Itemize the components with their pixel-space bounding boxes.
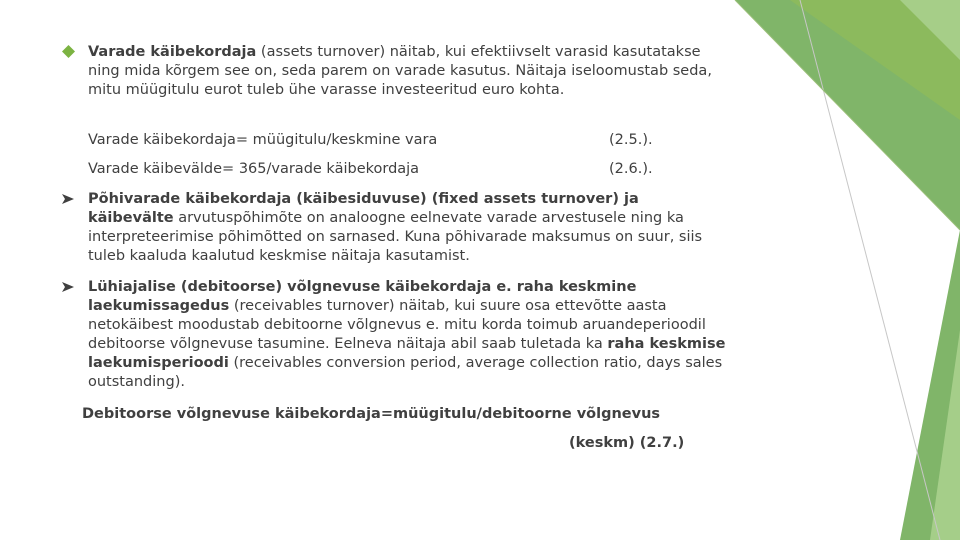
receivables-text-2: (receivables conversion period, average collection ratio, days sales outstanding). xyxy=(88,355,723,390)
equation-row-2-5 xyxy=(0,131,700,150)
term-fixed-assets-turnover: Põhivarade käibekordaja (käibesiduvuse) (fixed assets turnover) ja käibevälte xyxy=(88,191,639,226)
equation-2-5-formula: Varade käibekordaja= müügitulu/keskmine vara xyxy=(88,132,438,148)
paragraph-receivables xyxy=(88,278,728,392)
arrow-bullet-icon xyxy=(62,193,74,205)
paragraph-fixed-assets xyxy=(88,190,728,266)
term-assets-turnover: Varade käibekordaja xyxy=(88,44,257,60)
equation-2-5-number: (2.5.). xyxy=(609,132,653,148)
equation-2-6-number: (2.6.). xyxy=(609,161,653,177)
equation-2-7-formula: Debitoorse võlgnevuse käibekordaja=müügitulu/debitoorne võlgnevus xyxy=(82,406,661,422)
paragraph-assets-turnover xyxy=(88,43,728,100)
equation-row-2-6 xyxy=(0,160,700,179)
term-collection-period: raha keskmise laekumisperioodi xyxy=(88,336,726,371)
term-receivables-turnover: Lühiajalise (debitoorse) võlgnevuse käibekordaja e. raha keskmine laekumissagedus xyxy=(88,279,637,314)
arrow-bullet-icon xyxy=(62,281,74,293)
assets-turnover-text: (assets turnover) näitab, kui efektiivselt varasid kasutatakse ning mida kõrgem see on, seda parem on varade kasutus. Näitaja iseloomustab seda, mitu müügitulu eurot tuleb ühe varasse investeeritud euro kohta. xyxy=(88,44,712,98)
receivables-text-1: (receivables turnover) näitab, kui suure osa ettevõtte aasta netokäibest moodustab debitoorne võlgnevus e. mitu korda toimub aruandeperioodil debitoorse võlgnevuse tasumine. Eelneva näitaja abil saab tuletada ka xyxy=(88,298,706,352)
equation-2-6-formula: Varade käibevälde= 365/varade käibekordaja xyxy=(88,161,420,177)
equation-2-7-number: (keskm) (2.7.) xyxy=(569,435,685,451)
fixed-assets-text: arvutuspõhimõte on analoogne eelnevate varade arvestusele ning ka interpreteerimise põhimõtted on sarnased. Kuna põhivarade maksumus on suur, siis tuleb kaaluda kaalutud keskmise näitaja kasutamist. xyxy=(88,210,703,264)
diamond-icon xyxy=(62,45,75,58)
